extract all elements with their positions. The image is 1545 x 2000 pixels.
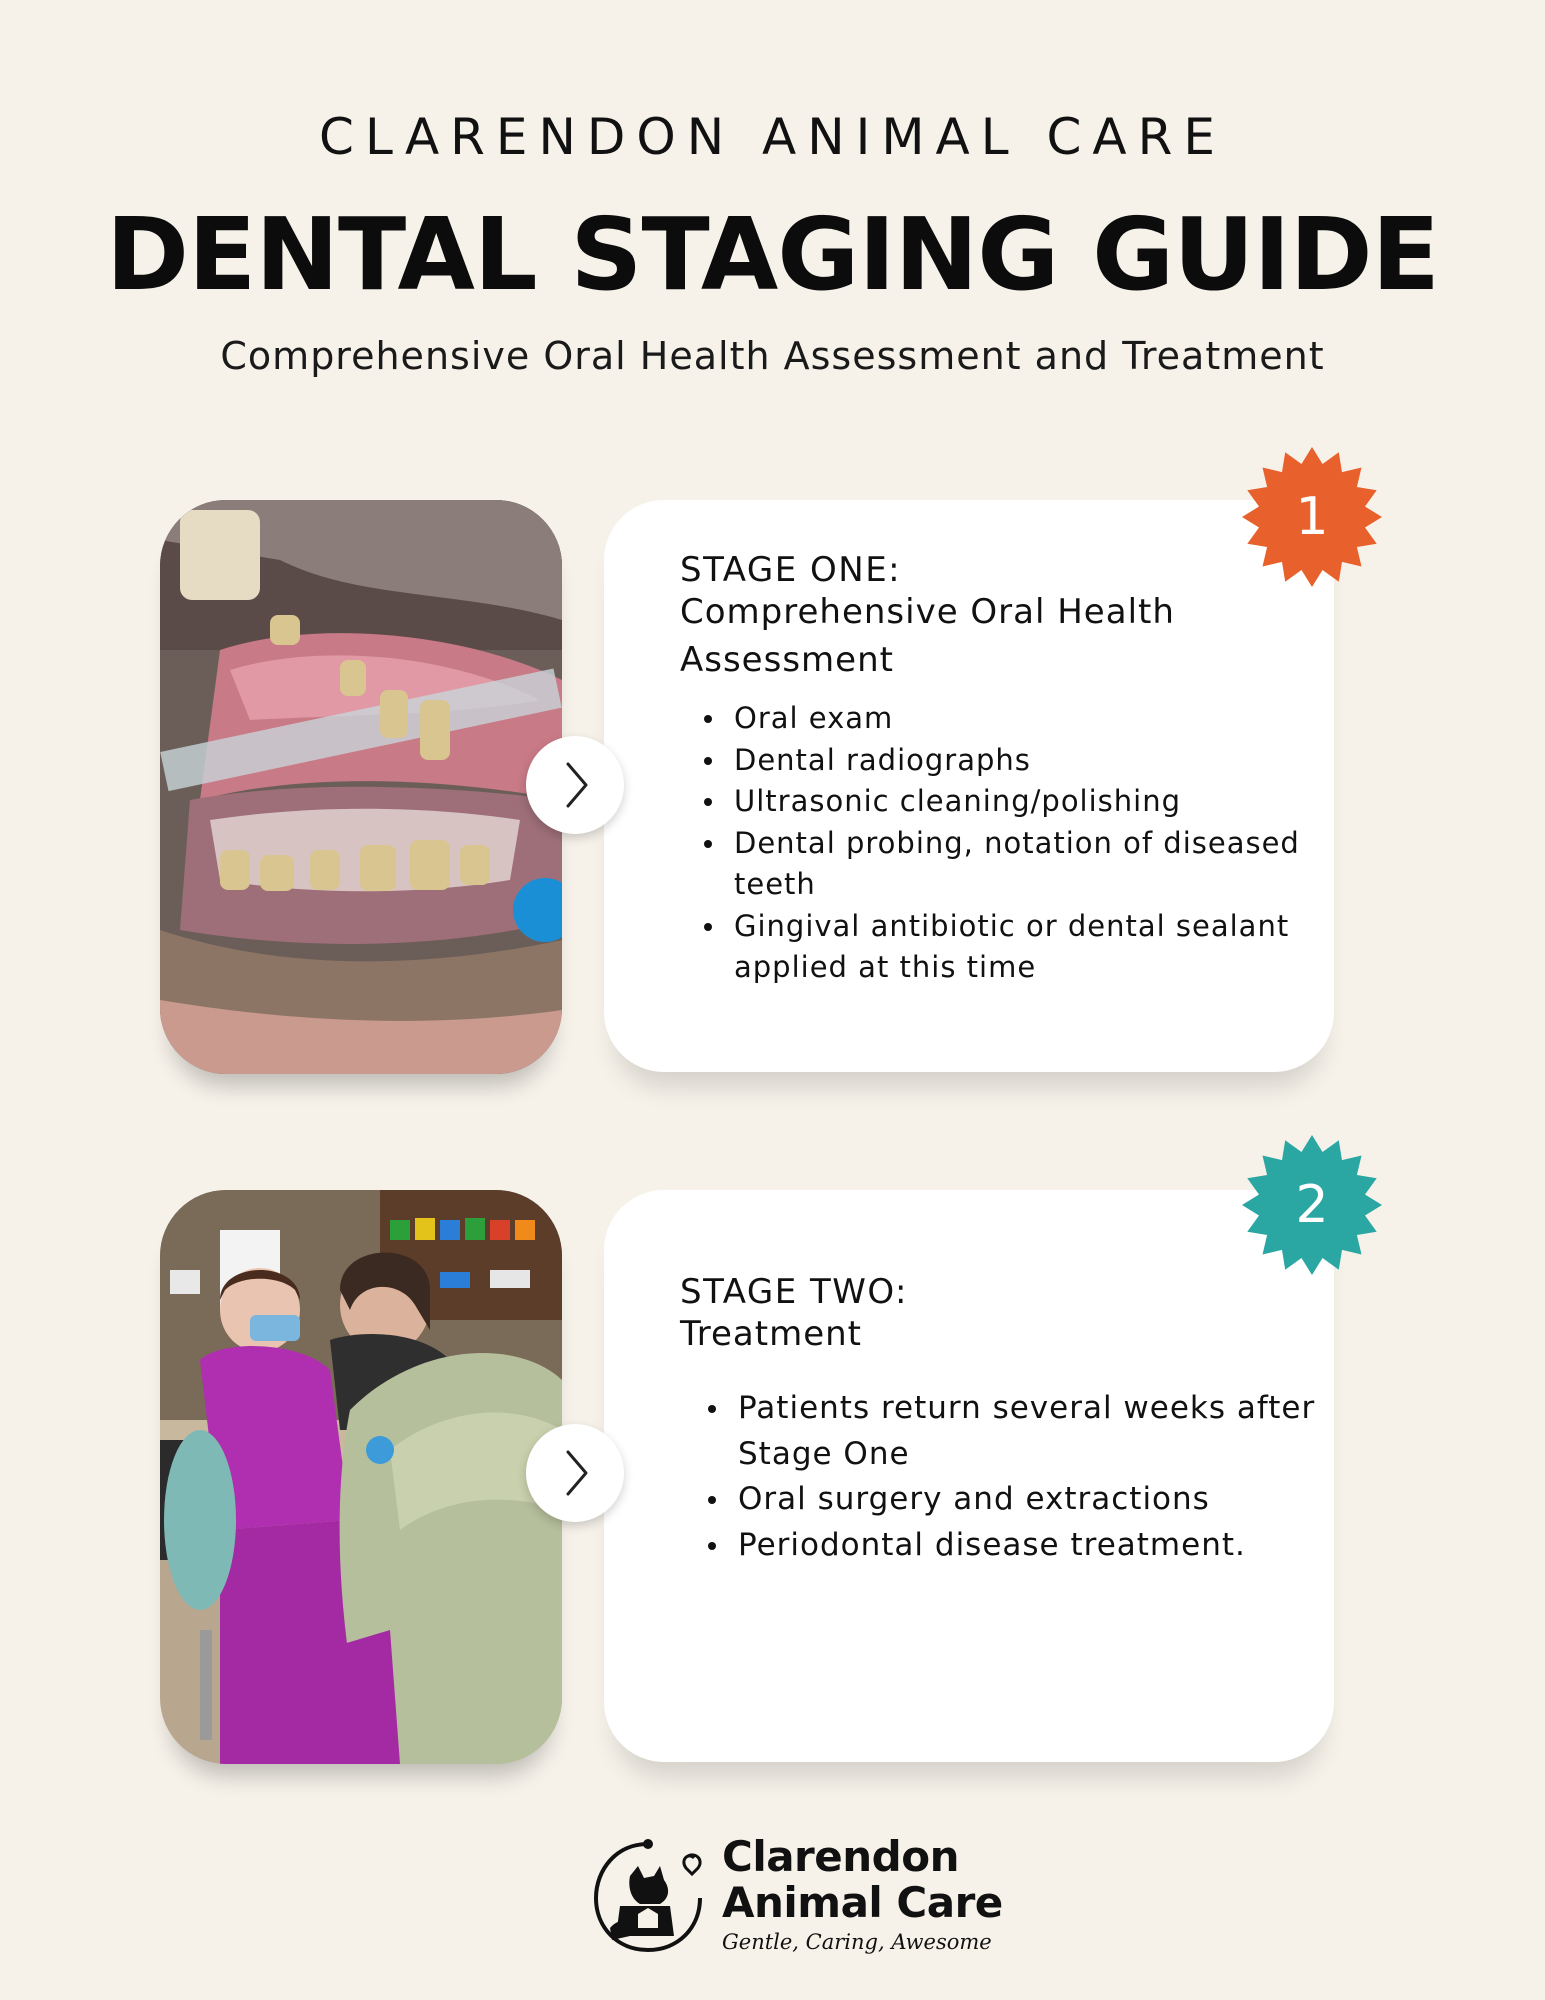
list-item: Oral exam	[734, 698, 1334, 740]
list-item: Ultrasonic cleaning/polishing	[734, 781, 1334, 823]
page-title: DENTAL STAGING GUIDE	[106, 196, 1439, 313]
stage-one-subheading: Comprehensive Oral Health Assessment	[680, 592, 1175, 680]
chevron-right-icon	[526, 736, 624, 834]
stage-one-list	[680, 698, 1334, 989]
list-item: Dental radiographs	[734, 740, 1334, 782]
stage-two-heading: STAGE TWO:	[680, 1272, 909, 1312]
logo-tagline: Gentle, Caring, Awesome	[722, 1930, 992, 1954]
logo-wordmark-line2: Animal Care	[722, 1878, 1003, 1927]
stage-two-list	[680, 1386, 1338, 1568]
clarendon-logo-icon	[590, 1836, 706, 1956]
stage-two-card	[604, 1190, 1334, 1762]
stage-two-subheading: Treatment	[680, 1314, 863, 1354]
stage-one-badge	[1240, 445, 1384, 589]
stage-one-heading: STAGE ONE:	[680, 550, 902, 590]
stage-one-card	[604, 500, 1334, 1072]
stage-one-photo	[160, 500, 562, 1074]
list-item: Patients return several weeks after Stage One	[738, 1386, 1338, 1477]
page-subtitle: Comprehensive Oral Health Assessment and Treatment	[220, 334, 1325, 378]
chevron-right-icon	[526, 1424, 624, 1522]
list-item: Gingival antibiotic or dental sealant applied at this time	[734, 906, 1334, 989]
stage-one-badge-number: 1	[1295, 487, 1329, 547]
stage-one-next-button[interactable]	[526, 736, 624, 834]
stage-two-next-button[interactable]	[526, 1424, 624, 1522]
stage-two-badge	[1240, 1133, 1384, 1277]
brand-eyebrow: CLARENDON ANIMAL CARE	[319, 108, 1226, 166]
stage-two-photo	[160, 1190, 562, 1764]
logo-wordmark-line1: Clarendon	[722, 1832, 959, 1881]
list-item: Dental probing, notation of diseased teeth	[734, 823, 1334, 906]
list-item: Oral surgery and extractions	[738, 1477, 1338, 1523]
stage-two-badge-number: 2	[1295, 1175, 1329, 1235]
list-item: Periodontal disease treatment.	[738, 1523, 1338, 1569]
